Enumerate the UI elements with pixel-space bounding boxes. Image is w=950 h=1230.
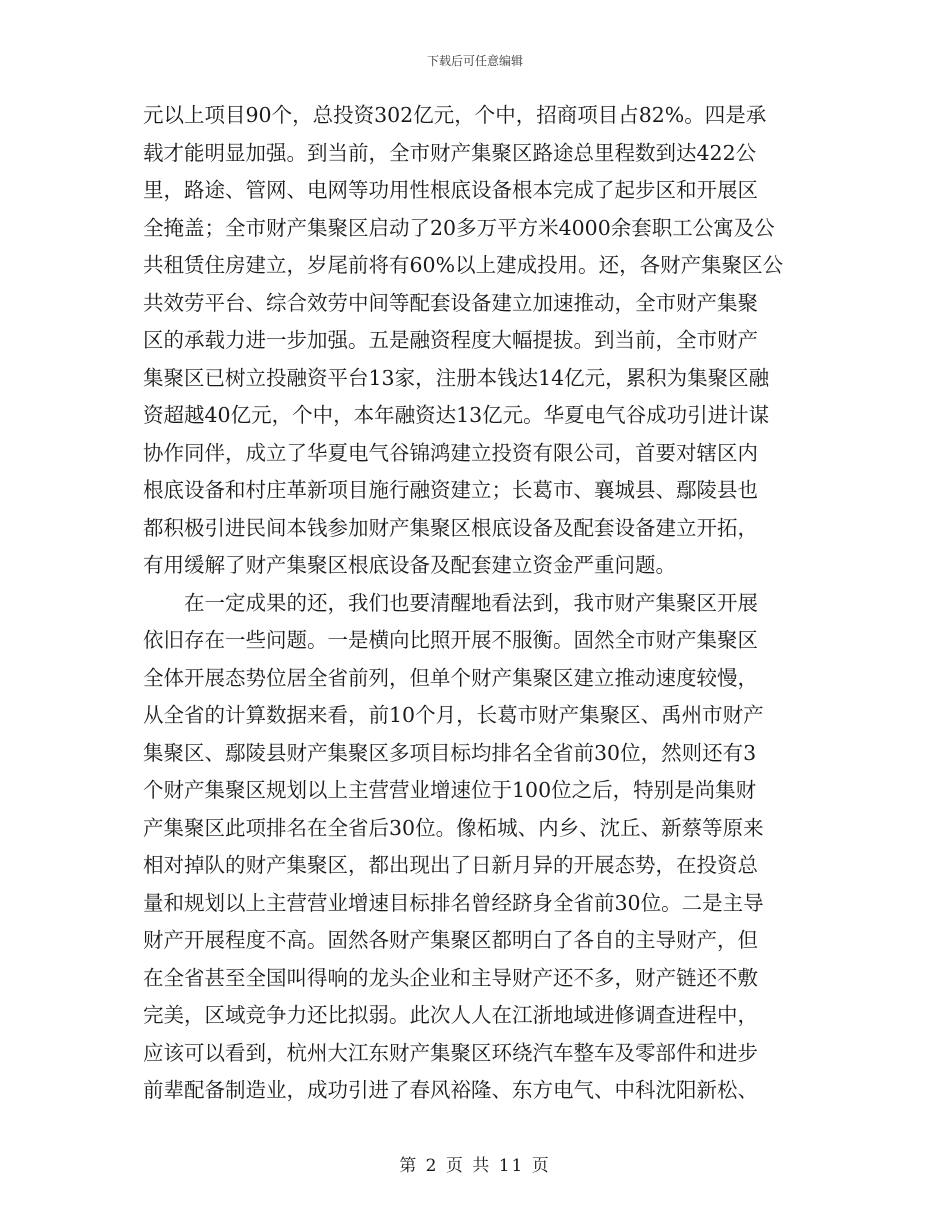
text-line: 有用缓解了财产集聚区根底设备及配套建立资金严重问题。 bbox=[143, 553, 676, 577]
document-body bbox=[143, 97, 811, 1110]
text-line: 区的承载力进一步加强。五是融资程度大幅提拔。到当前，全市财产 bbox=[143, 328, 758, 352]
text-line: 共效劳平台、综合效劳中间等配套设备建立加速推动，全市财产集聚 bbox=[143, 290, 758, 315]
text-line: 共租赁住房建立，岁尾前将有60%以上建成投用。还，各财产集聚区公 bbox=[143, 253, 784, 277]
text-line: 产集聚区此项排名在全省后30位。像柘城、内乡、沈丘、新蔡等原来 bbox=[143, 815, 764, 840]
text-line: 元以上项目90个，总投资302亿元，个中，招商项目占82%。四是承 bbox=[143, 103, 767, 127]
text-line: 个财产集聚区规划以上主营营业增速位于100位之后，特别是尚集财 bbox=[143, 778, 757, 802]
paragraph bbox=[143, 97, 811, 585]
text-line: 集聚区、鄢陵县财产集聚区多项目标均排名全省前30位，然则还有3 bbox=[143, 740, 757, 765]
text-line: 资超越40亿元，个中，本年融资达13亿元。华夏电气谷成功引进计谋 bbox=[143, 403, 770, 427]
paragraph bbox=[143, 585, 811, 1110]
text-line: 载才能明显加强。到当前，全市财产集聚区路途总里程数到达422公 bbox=[143, 140, 757, 165]
text-line: 财产开展程度不高。固然各财产集聚区都明白了各自的主导财产，但 bbox=[143, 928, 758, 952]
text-line: 都积极引进民间本钱参加财产集聚区根底设备及配套设备建立开拓， bbox=[143, 515, 758, 540]
text-line: 全体开展态势位居全省前列，但单个财产集聚区建立推动速度较慢， bbox=[143, 665, 758, 690]
text-line: 全掩盖；全市财产集聚区启动了20多万平方米4000余套职工公寓及公 bbox=[143, 215, 775, 240]
text-line: 协作同伴，成立了华夏电气谷锦鸿建立投资有限公司，首要对辖区内 bbox=[143, 440, 758, 465]
text-line: 完美，区域竞争力还比拟弱。此次人人在江浙地域进修调查进程中， bbox=[143, 1003, 758, 1027]
page-header: 下载后可任意编辑 bbox=[426, 54, 523, 68]
text-line: 在一定成果的还，我们也要清醒地看法到，我市财产集聚区开展 bbox=[184, 590, 758, 615]
text-line: 相对掉队的财产集聚区，都出现出了日新月异的开展态势，在投资总 bbox=[143, 853, 758, 877]
text-line: 量和规划以上主营营业增速目标排名曾经跻身全省前30位。二是主导 bbox=[143, 890, 764, 915]
text-line: 应该可以看到，杭州大江东财产集聚区环绕汽车整车及零部件和进步 bbox=[143, 1040, 758, 1065]
text-line: 依旧存在一些问题。一是横向比照开展不服衡。固然全市财产集聚区 bbox=[143, 628, 758, 652]
text-line: 从全省的计算数据来看，前10个月，长葛市财产集聚区、禹州市财产 bbox=[143, 703, 764, 727]
text-line: 里，路途、管网、电网等功用性根底设备根本完成了起步区和开展区 bbox=[143, 178, 758, 202]
page-number-footer: 第 2 页 共 11 页 bbox=[399, 1156, 551, 1176]
text-line: 在全省甚至全国叫得响的龙头企业和主导财产还不多，财产链还不敷 bbox=[143, 965, 758, 990]
text-line: 根底设备和村庄革新项目施行融资建立；长葛市、襄城县、鄢陵县也 bbox=[143, 478, 758, 502]
text-line: 前辈配备制造业，成功引进了春风裕隆、东方电气、中科沈阳新松、 bbox=[143, 1078, 758, 1102]
text-line: 集聚区已树立投融资平台13家，注册本钱达14亿元，累积为集聚区融 bbox=[143, 365, 770, 390]
